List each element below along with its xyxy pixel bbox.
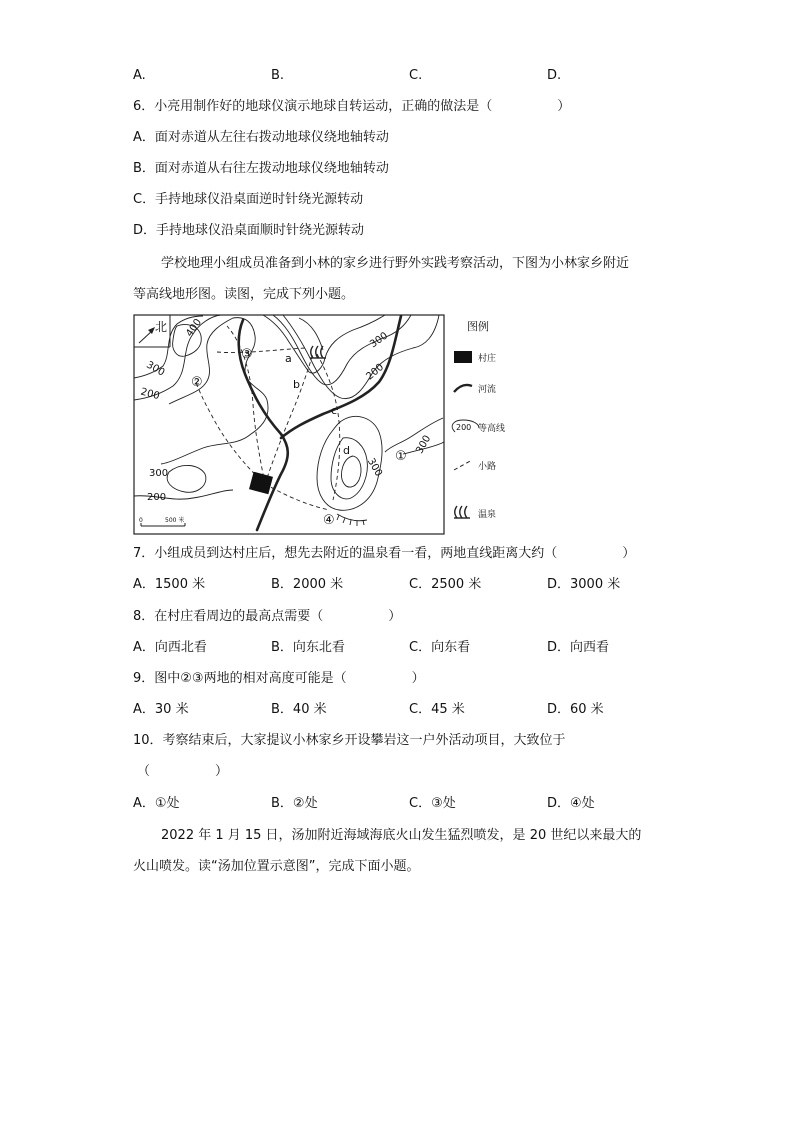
contour-label: 300 [144,359,167,379]
q10-option-d[interactable]: D．④处 [547,796,595,811]
point-label-c: c [331,404,338,417]
q6-option-d[interactable]: D．手持地球仪沿桌面顺时针绕光源转动 [133,223,365,238]
q9-stem: 9．图中②③两地的相对高度可能是（ ） [133,671,425,686]
contour-line [341,456,361,487]
q10-stem: 10．考察结束后，大家提议小林家乡开设攀岩这一户外活动项目，大致位于 [133,733,566,748]
q6-stem: 6．小亮用制作好的地球仪演示地球自转运动，正确的做法是（ ） [133,99,571,114]
contour-label: 300 [414,433,434,456]
q9-option-b[interactable]: B．40 米 [271,702,327,717]
legend-hotspring-icon [454,506,470,518]
q8-stem: 8．在村庄看周边的最高点需要（ ） [133,609,402,624]
q8-option-b[interactable]: B．向东北看 [271,640,345,655]
village-marker [249,472,273,495]
point-label-2: ② [191,375,203,390]
legend-hotspring-label: 温泉 [478,510,497,520]
contour-label: 300 [149,468,169,479]
contour-label: 200 [139,386,161,403]
q7-option-c[interactable]: C．2500 米 [409,577,482,592]
contour-line [167,465,206,492]
q9-option-d[interactable]: D．60 米 [547,702,604,717]
intro2-line2: 火山喷发。读“汤加位置示意图”，完成下面小题。 [133,859,420,874]
legend-river-swatch [454,385,472,392]
q7-stem: 7．小组成员到达村庄后，想先去附近的温泉看一看，两地直线距离大约（ ） [133,546,636,561]
legend-title: 图例 [467,320,489,333]
scale-bar [139,516,185,526]
scale-label: 500 米 [165,517,185,524]
q8-option-d[interactable]: D．向西看 [547,640,610,655]
legend-contour-sample: 200 [456,423,472,432]
q10-option-c[interactable]: C．③处 [409,796,456,811]
legend-river-label: 河流 [478,385,497,395]
contour-label: 200 [147,492,167,503]
legend-village-swatch [454,351,472,363]
legend-contour-label: 等高线 [478,424,506,434]
point-label-4: ④ [323,513,335,528]
scale-zero: 0 [139,517,143,524]
path-line [217,348,305,353]
q6-option-a[interactable]: A．面对赤道从左往右拨动地球仪绕地轴转动 [133,130,389,145]
q9-option-c[interactable]: C．45 米 [409,702,465,717]
north-label: 北 [155,320,168,334]
point-label-a: a [285,352,292,365]
contour-lines [134,315,444,510]
q7-option-b[interactable]: B．2000 米 [271,577,344,592]
q10-stem-blank: （ ） [137,764,229,779]
q8-option-a[interactable]: A．向西北看 [133,640,207,655]
q9-option-a[interactable]: A．30 米 [133,702,189,717]
q10-option-b[interactable]: B．②处 [271,796,318,811]
q5-option-a[interactable]: A. [133,68,146,83]
q5-option-d[interactable]: D. [547,68,562,83]
contour-line [263,315,385,373]
q7-option-a[interactable]: A．1500 米 [133,577,206,592]
contour-line [385,418,443,452]
point-label-d: d [343,444,350,457]
q6-option-b[interactable]: B．面对赤道从右往左拨动地球仪绕地轴转动 [133,161,389,176]
cliff-hatch [337,514,367,526]
intro1-line1: 学校地理小组成员准备到小林的家乡进行野外实践考察活动，下图为小林家乡附近 [161,256,630,271]
map-frame [134,315,444,534]
q7-option-d[interactable]: D．3000 米 [547,577,621,592]
map-legend [452,319,505,520]
contour-map [133,314,506,536]
legend-path-label: 小路 [478,462,497,472]
north-arrow [134,315,170,347]
q8-option-c[interactable]: C．向东看 [409,640,471,655]
contour-label: 400 [184,317,205,339]
point-label-b: b [293,378,300,391]
path-line [265,354,313,484]
legend-village-label: 村庄 [478,354,497,364]
path-line [317,354,340,500]
contour-label: 300 [364,456,385,479]
q5-option-c[interactable]: C. [409,68,423,83]
q6-option-c[interactable]: C．手持地球仪沿桌面逆时针绕光源转动 [133,192,364,207]
contour-label: 200 [364,361,386,383]
q10-option-a[interactable]: A．①处 [133,796,180,811]
legend-path-swatch [454,460,472,470]
contour-line [299,318,323,350]
point-label-3: ③ [241,347,253,362]
intro2-line1: 2022 年 1 月 15 日，汤加附近海域海底火山发生猛烈喷发，是 20 世纪以来最大的 [161,828,642,843]
intro1-line2: 等高线地形图。读图，完成下列小题。 [133,287,355,302]
q5-option-b[interactable]: B. [271,68,285,83]
contour-label: 300 [368,330,391,351]
point-label-1: ① [395,449,407,464]
